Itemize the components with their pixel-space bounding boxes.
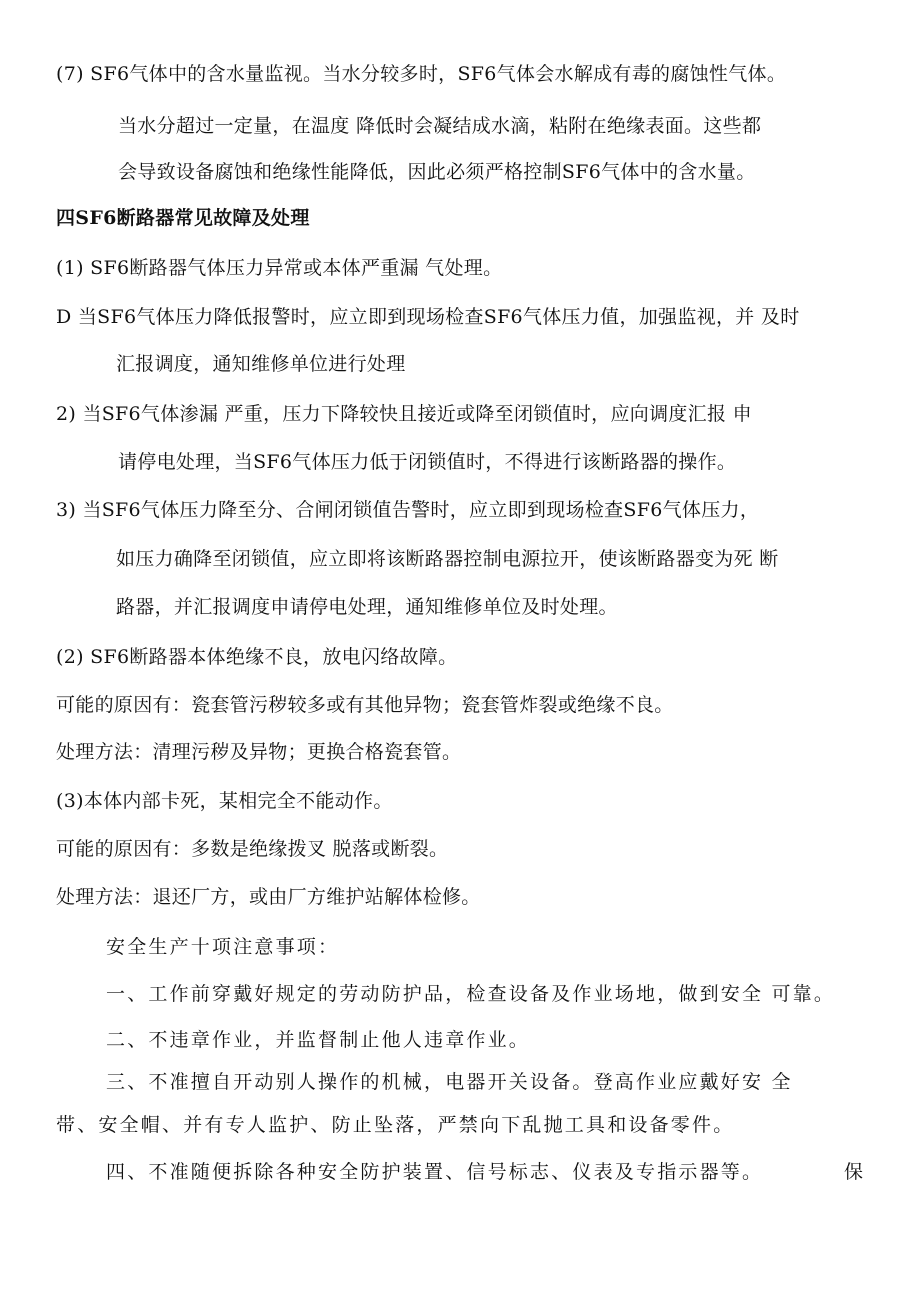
fault-item1-sub3-line1: 3) 当SF6气体压力降至分、合闸闭锁值告警时，应立即到现场检查SF6气体压力， (56, 499, 760, 521)
fault-item3-method: 处理方法：退还厂方，或由厂方维护站解体检修。 (56, 886, 481, 908)
fault-item1-sub2-line1: 2) 当SF6气体渗漏 严重，压力下降较快且接近或降至闭锁值时，应向调度汇报 申 (56, 403, 752, 425)
fault-item1-sub1-line1: D 当SF6气体压力降低报警时，应立即到现场检查SF6气体压力值，加强监视，并 及时 (56, 306, 800, 328)
safety-rule4-tail: 保 (844, 1161, 866, 1183)
safety-rule2: 二、不违章作业，并监督制止他人违章作业。 (106, 1029, 531, 1051)
fault-item2-title: (2) SF6断路器本体绝缘不良，放电闪络故障。 (56, 646, 458, 668)
safety-rule4-line1: 四、不准随便拆除各种安全防护装置、信号标志、仪表及专指示器等。 (106, 1161, 764, 1183)
faults-heading: 四SF6断路器常见故障及处理 (56, 207, 310, 229)
fault-item1-sub3-line3: 路器，并汇报调度申请停电处理，通知维修单位及时处理。 (116, 596, 618, 618)
safety-rule1: 一、工作前穿戴好规定的劳动防护品，检查设备及作业场地，做到安全 可靠。 (106, 983, 836, 1005)
fault-item1-sub1-line2: 汇报调度，通知维修单位进行处理 (116, 353, 406, 375)
fault-item1-sub3-line2: 如压力确降至闭锁值，应立即将该断路器控制电源拉开，使该断路器变为死 断 (116, 548, 779, 570)
safety-rule3-line2: 带、安全帽、并有专人监护、防止坠落，严禁向下乱抛工具和设备零件。 (56, 1114, 735, 1136)
safety-heading: 安全生产十项注意事项： (106, 936, 340, 958)
fault-item3-title: (3)本体内部卡死，某相完全不能动作。 (56, 790, 393, 812)
fault-item1-title: (1) SF6断路器气体压力异常或本体严重漏 气处理。 (56, 257, 503, 279)
fault-item2-method: 处理方法：清理污秽及异物；更换合格瓷套管。 (56, 741, 462, 763)
fault-item2-cause: 可能的原因有：瓷套管污秽较多或有其他异物；瓷套管炸裂或绝缘不良。 (56, 694, 674, 716)
fault-item3-cause: 可能的原因有：多数是绝缘拨叉 脱落或断裂。 (56, 838, 449, 860)
item7-line1: (7) SF6气体中的含水量监视。当水分较多时，SF6气体会水解成有毒的腐蚀性气体。 (56, 63, 787, 85)
safety-rule3-line1: 三、不准擅自开动别人操作的机械，电器开关设备。登高作业应戴好安 全 (106, 1071, 793, 1093)
item7-line2: 当水分超过一定量，在温度 降低时会凝结成水滴，粘附在绝缘表面。这些都 (118, 115, 762, 137)
item7-line3: 会导致设备腐蚀和绝缘性能降低，因此必须严格控制SF6气体中的含水量。 (118, 161, 756, 183)
fault-item1-sub2-line2: 请停电处理，当SF6气体压力低于闭锁值时，不得进行该断路器的操作。 (118, 451, 737, 473)
